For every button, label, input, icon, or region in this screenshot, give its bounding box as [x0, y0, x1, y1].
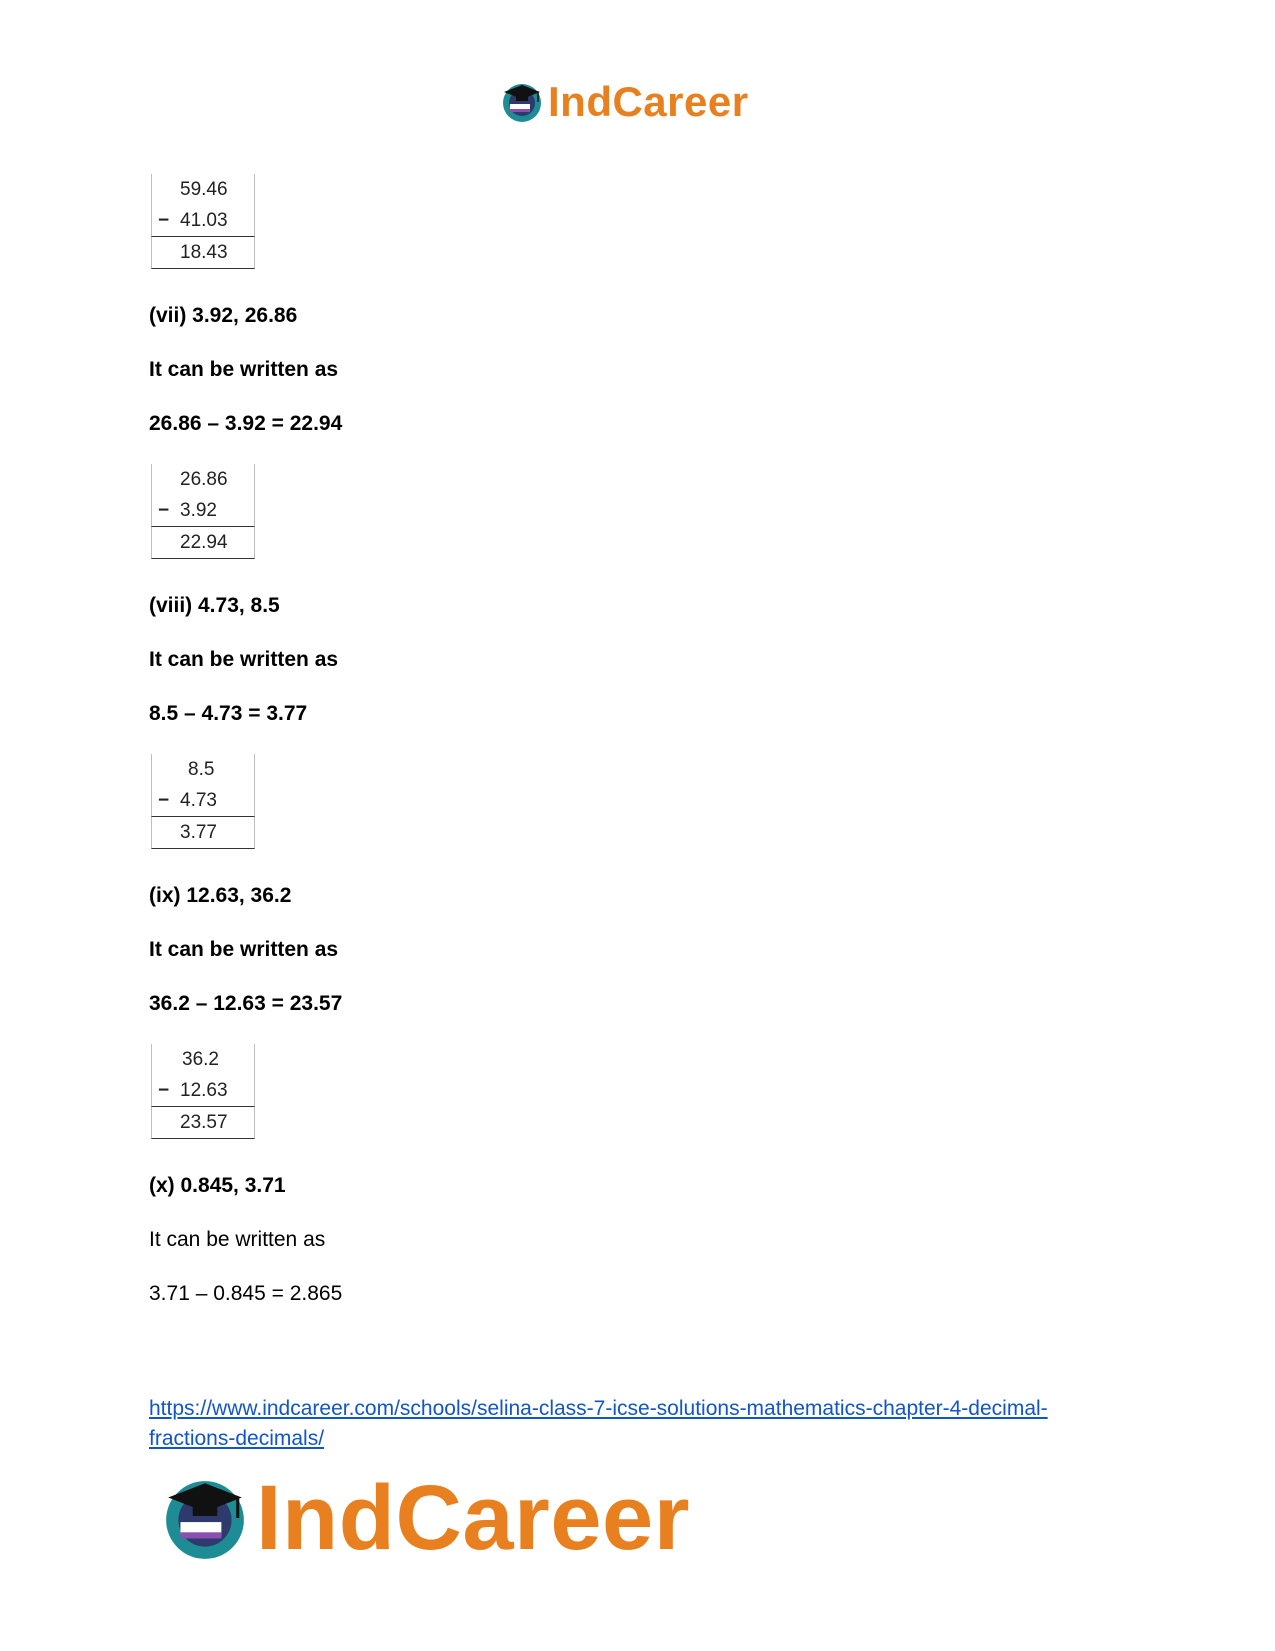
minus-sign: − [158, 1080, 170, 1101]
minus-sign: − [158, 500, 170, 521]
minuend-cell [151, 754, 255, 785]
graduation-cap-icon [500, 80, 544, 124]
result: 22.94 [180, 532, 228, 553]
written-as-text: It can be written as [149, 358, 339, 381]
minuend-cell [151, 174, 255, 205]
result: 18.43 [180, 242, 228, 263]
result: 23.57 [180, 1112, 228, 1133]
equation: 3.71 – 0.845 = 2.865 [149, 1282, 343, 1305]
subtrahend-cell [151, 495, 255, 526]
source-url-link[interactable]: https://www.indcareer.com/schools/selina-class-7-icse-solutions-mathematics-chapter-4-decimal-fractions-decimals/ [149, 1397, 1048, 1450]
result-cell [151, 236, 255, 269]
subtraction-table-2 [151, 464, 255, 559]
result-cell [151, 1106, 255, 1139]
header-logo [500, 78, 749, 126]
subtrahend-cell [151, 205, 255, 236]
written-as-text: It can be written as [149, 1228, 326, 1251]
written-as-text: It can be written as [149, 938, 339, 961]
subtrahend: 4.73 [180, 790, 217, 811]
footer-logo [160, 1468, 690, 1568]
subtrahend-cell [151, 1075, 255, 1106]
subtrahend: 12.63 [180, 1080, 228, 1101]
question-vii-label: (vii) 3.92, 26.86 [149, 304, 298, 327]
written-as-text: It can be written as [149, 648, 339, 671]
subtrahend-cell [151, 785, 255, 816]
result-cell [151, 526, 255, 559]
equation: 8.5 – 4.73 = 3.77 [149, 702, 308, 725]
subtraction-table-3 [151, 754, 255, 849]
minuend-cell [151, 1044, 255, 1075]
question-viii-label: (viii) 4.73, 8.5 [149, 594, 280, 617]
question-ix-label: (ix) 12.63, 36.2 [149, 884, 292, 907]
subtrahend: 3.92 [180, 500, 217, 521]
result: 3.77 [180, 822, 217, 843]
minuend: 26.86 [180, 469, 228, 490]
equation: 36.2 – 12.63 = 23.57 [149, 992, 343, 1015]
equation: 26.86 – 3.92 = 22.94 [149, 412, 343, 435]
logo-text: IndCareer [548, 78, 749, 125]
graduation-cap-icon [160, 1473, 250, 1563]
minuend-cell [151, 464, 255, 495]
minuend: 59.46 [180, 179, 228, 200]
logo-text: IndCareer [256, 1467, 690, 1569]
subtraction-table-1 [151, 174, 255, 269]
result-cell [151, 816, 255, 849]
minuend: 8.5 [188, 759, 215, 780]
minuend: 36.2 [182, 1049, 219, 1070]
minus-sign: − [158, 790, 170, 811]
subtrahend: 41.03 [180, 210, 228, 231]
subtraction-table-4 [151, 1044, 255, 1139]
minus-sign: − [158, 210, 170, 231]
question-x-label: (x) 0.845, 3.71 [149, 1174, 286, 1197]
